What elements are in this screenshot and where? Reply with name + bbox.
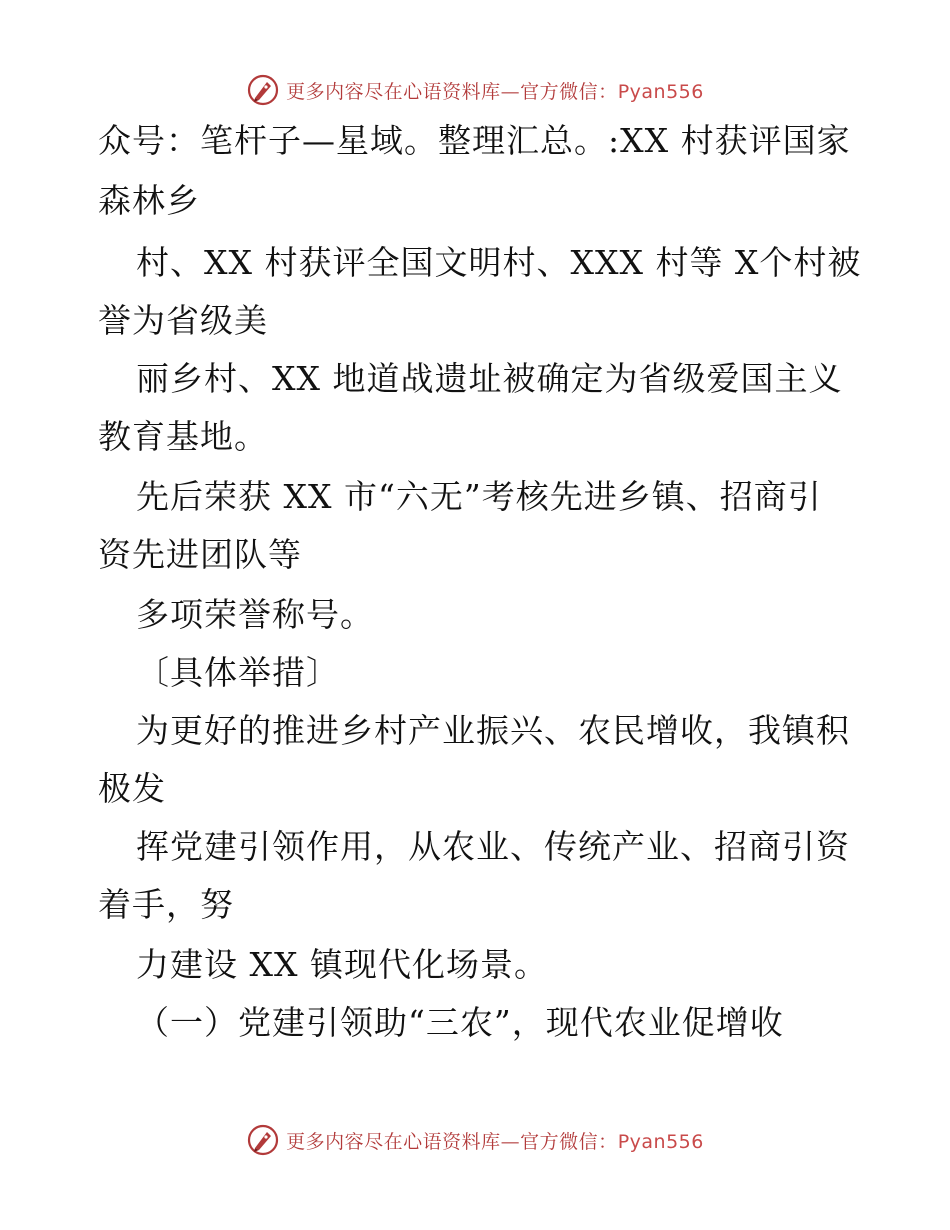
body-line: 众号：笔杆子—星域。整理汇总。:XX 村获评国家: [98, 121, 851, 160]
body-line: 森林乡: [98, 181, 200, 220]
body-line: 先后荣获 XX 市“六无”考核先进乡镇、招商引: [136, 477, 822, 516]
body-line: 为更好的推进乡村产业振兴、农民增收，我镇积: [136, 711, 850, 750]
footer-watermark-banner: [0, 1120, 950, 1160]
body-line: 誉为省级美: [98, 301, 268, 340]
body-line: （一）党建引领助“三农”，现代农业促增收: [136, 1003, 784, 1042]
header-banner-text: [286, 77, 704, 104]
footer-banner-main: 更多内容尽在心语资料库: [286, 1130, 501, 1153]
body-line: 多项荣誉称号。: [136, 595, 374, 634]
header-banner-official: 官方微信：: [520, 80, 618, 103]
footer-banner-text: [286, 1127, 704, 1154]
header-banner-main: 更多内容尽在心语资料库: [286, 80, 501, 103]
pen-nib-logo-icon: [246, 73, 280, 107]
header-banner-id: Pyan556: [617, 80, 704, 103]
header-watermark-banner: [0, 70, 950, 110]
footer-banner-id: Pyan556: [617, 1130, 704, 1153]
body-line: 教育基地。: [98, 417, 268, 456]
body-line: 〔具体举措〕: [136, 653, 340, 692]
body-line: 丽乡村、XX 地道战遗址被确定为省级爱国主义: [136, 359, 843, 398]
header-banner-sep: —: [500, 80, 521, 103]
pen-nib-logo-icon: [246, 1123, 280, 1157]
body-line: 着手，努: [98, 885, 234, 924]
body-line: 挥党建引领作用，从农业、传统产业、招商引资: [136, 827, 850, 866]
body-line: 力建设 XX 镇现代化场景。: [136, 945, 548, 984]
footer-banner-official: 官方微信：: [520, 1130, 618, 1153]
body-line: 资先进团队等: [98, 535, 302, 574]
footer-banner-sep: —: [500, 1130, 521, 1153]
body-line: 极发: [98, 769, 166, 808]
body-line: 村、XX 村获评全国文明村、XXX 村等 X个村被: [136, 243, 862, 282]
